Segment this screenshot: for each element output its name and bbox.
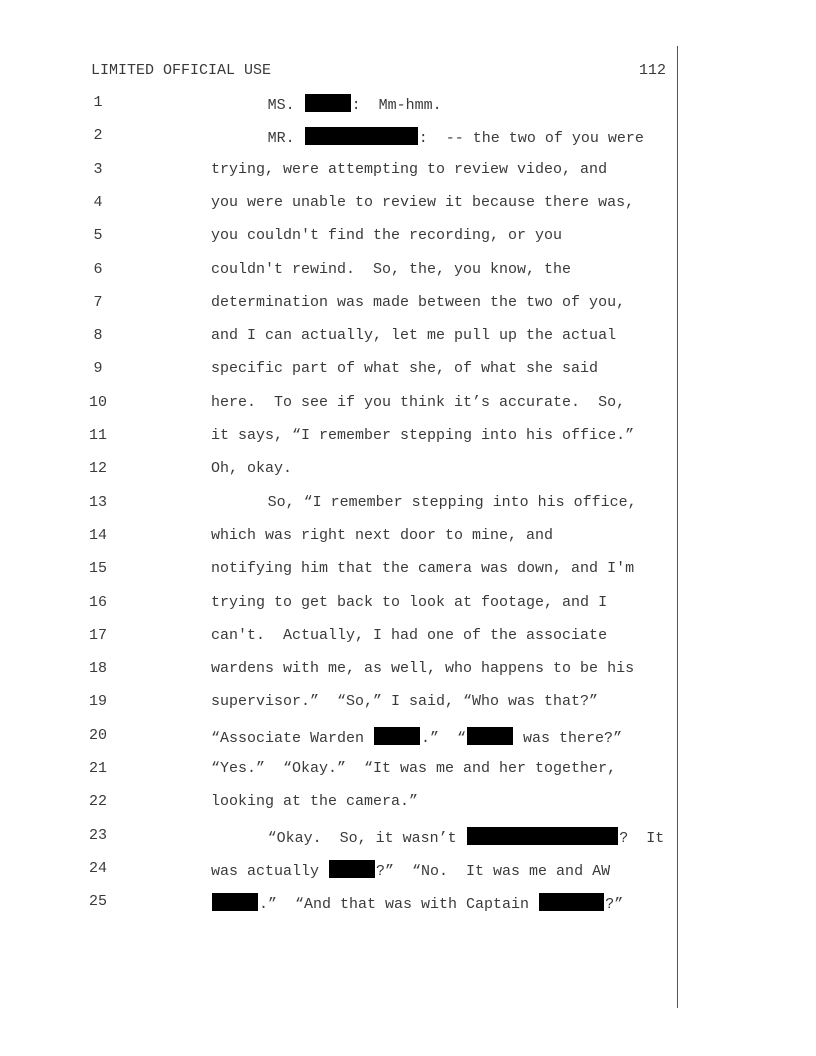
line-text: [211, 760, 616, 777]
line-number: 17: [88, 626, 107, 644]
line-number: 23: [88, 826, 107, 844]
text-segment: supervisor.” “So,” I said, “Who was that?”: [211, 693, 599, 711]
line-number: 22: [88, 793, 107, 811]
line-text: [211, 860, 610, 880]
page-number: 112: [638, 62, 666, 79]
line-text: [211, 693, 598, 710]
text-segment: Oh, okay.: [211, 460, 293, 478]
line-number: 10: [88, 393, 107, 411]
line-text: [211, 427, 634, 444]
text-segment: : Mm-hmm.: [351, 97, 442, 114]
line-number: 8: [93, 327, 103, 345]
redaction-block: [539, 893, 604, 911]
line-number: 12: [88, 460, 107, 478]
line-text: [211, 161, 607, 178]
redaction-block: [305, 94, 351, 112]
line-number: 25: [88, 893, 107, 911]
line-number: 11: [88, 427, 107, 444]
text-segment: and I can actually, let me pull up the actual: [211, 327, 617, 345]
text-segment: .” “And that was with Captain: [259, 896, 539, 914]
text-segment: So, “I remember stepping into his office,: [267, 493, 637, 511]
text-segment: trying to get back to look at footage, and I: [211, 593, 608, 611]
text-segment: ?” “No. It was me and AW: [376, 862, 611, 880]
redaction-block: [329, 860, 375, 878]
line-number: 14: [88, 526, 107, 544]
text-segment: it says, “I remember stepping into his office.”: [211, 427, 635, 444]
text-segment: wardens with me, as well, who happens to be his: [211, 660, 635, 678]
line-number: 1: [93, 94, 103, 111]
text-segment: “Associate Warden: [211, 729, 374, 747]
line-text: [211, 727, 622, 747]
line-text: [211, 94, 442, 114]
text-segment: which was right next door to mine, and: [211, 526, 554, 544]
line-text: [211, 660, 634, 677]
line-number: 7: [93, 293, 103, 311]
text-segment: MR.: [267, 130, 304, 148]
text-segment: determination was made between the two of you,: [211, 293, 626, 311]
line-number: 24: [88, 859, 107, 877]
line-text: [211, 460, 292, 477]
line-text: [211, 893, 623, 913]
text-segment: MS.: [267, 97, 304, 114]
line-number: 16: [88, 593, 107, 611]
text-segment: couldn't rewind. So, the, you know, the: [211, 260, 572, 278]
line-number: 21: [88, 760, 107, 777]
text-segment: you were unable to review it because there was,: [211, 193, 635, 211]
line-number: 9: [93, 360, 103, 378]
text-segment: ?”: [605, 896, 624, 914]
line-text: [211, 394, 625, 411]
classification-header: LIMITED OFFICIAL USE: [91, 62, 272, 79]
text-segment: ? It: [619, 829, 665, 847]
line-number: 20: [88, 726, 107, 744]
redaction-block: [212, 893, 258, 911]
text-segment: was there?”: [514, 729, 623, 747]
line-number: 6: [93, 260, 103, 278]
line-text: [211, 327, 616, 344]
line-text: [211, 194, 634, 211]
line-number: 5: [93, 227, 103, 245]
line-number: 4: [93, 193, 103, 211]
line-text: [211, 527, 553, 544]
text-segment: can't. Actually, I had one of the associate: [211, 626, 608, 644]
line-text: [211, 560, 634, 577]
text-segment: “Yes.” “Okay.” “It was me and her together,: [211, 760, 617, 777]
line-text: [211, 227, 562, 244]
text-segment: : -- the two of you were: [418, 130, 644, 148]
line-text: [211, 793, 418, 810]
line-text: [211, 594, 607, 611]
line-number: 19: [88, 693, 107, 711]
text-segment: was actually: [211, 862, 329, 880]
line-text: [211, 494, 637, 511]
line-text: [211, 627, 607, 644]
line-number: 15: [88, 560, 107, 578]
line-text: [211, 294, 625, 311]
text-segment: .” “: [421, 729, 467, 747]
line-number: 2: [93, 127, 103, 145]
line-text: [211, 360, 598, 377]
text-segment: notifying him that the camera was down, and I'm: [211, 560, 635, 578]
line-text: [211, 827, 664, 847]
redaction-block: [467, 827, 619, 845]
right-margin-rule: [677, 46, 678, 1008]
text-segment: trying, were attempting to review video, and: [211, 160, 608, 178]
redaction-block: [467, 727, 513, 745]
text-segment: specific part of what she, of what she said: [211, 360, 599, 378]
line-text: [211, 127, 644, 147]
text-segment: here. To see if you think it’s accurate. So,: [211, 393, 626, 411]
line-text: [211, 261, 571, 278]
line-number: 13: [88, 493, 107, 511]
redaction-block: [305, 127, 418, 145]
text-segment: looking at the camera.”: [211, 793, 419, 811]
redaction-block: [374, 727, 420, 745]
line-number: 3: [93, 160, 103, 178]
line-number: 18: [88, 660, 107, 678]
text-segment: “Okay. So, it wasn’t: [267, 829, 466, 847]
text-segment: you couldn't find the recording, or you: [211, 227, 563, 245]
